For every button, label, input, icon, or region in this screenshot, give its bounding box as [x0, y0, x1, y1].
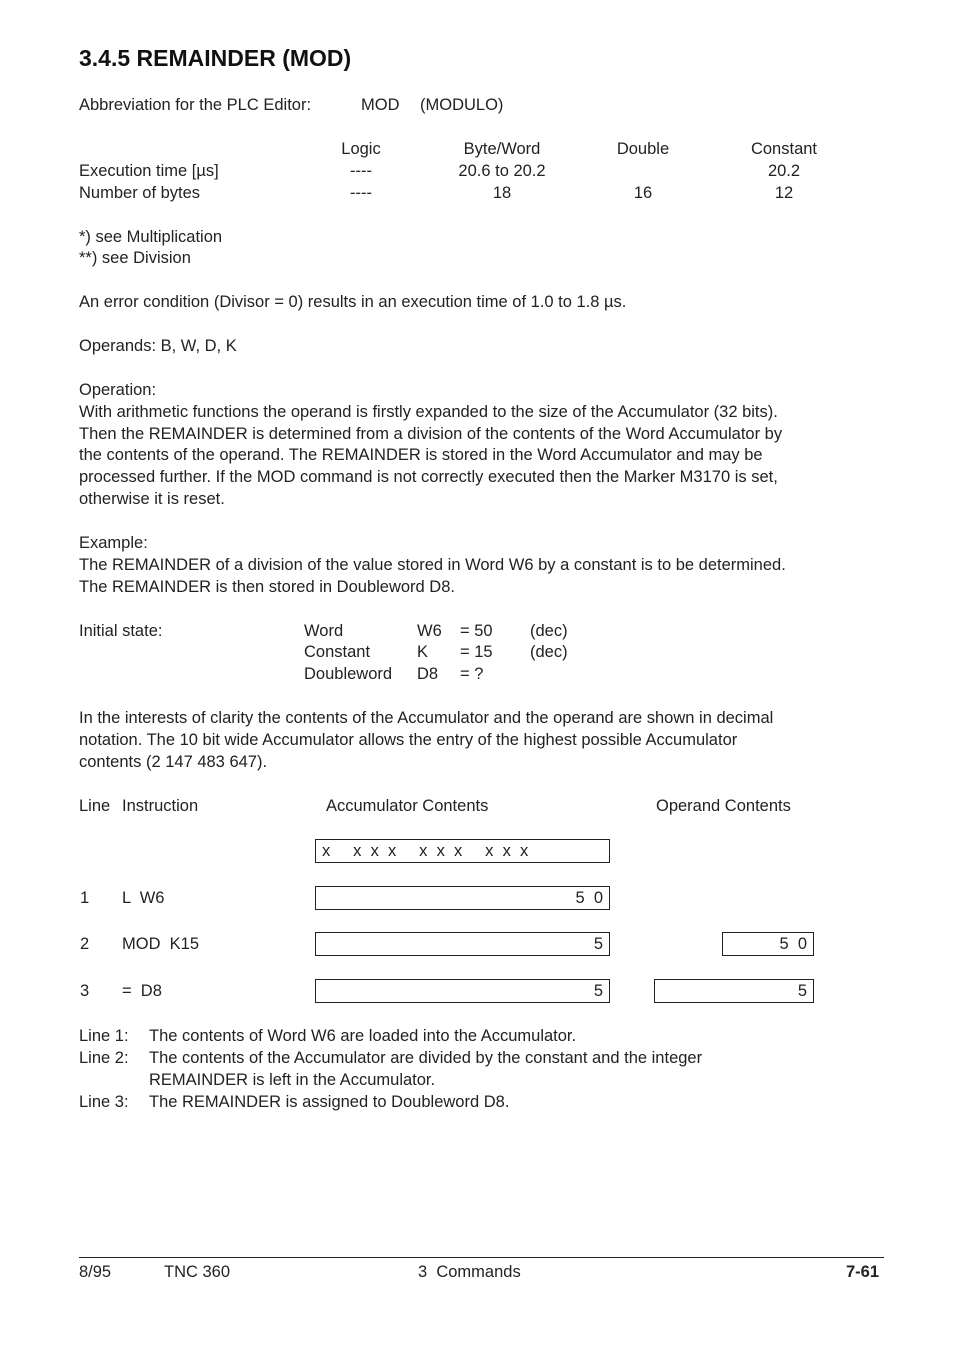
note: **) see Division	[79, 249, 191, 267]
operand-format: (dec)	[530, 643, 568, 661]
clarity-line: notation. The 10 bit wide Accumulator allows the entry of the highest possible Accumulator	[79, 731, 738, 749]
operand-type: Word	[304, 622, 344, 640]
header-accumulator: Accumulator Contents	[326, 797, 489, 815]
operand-type: Constant	[304, 643, 371, 661]
example-heading: Example:	[79, 534, 148, 552]
footer-product: TNC 360	[164, 1263, 231, 1281]
operand-type: Doubleword	[304, 665, 393, 683]
operand-name: W6	[417, 622, 442, 640]
initial-label: Initial state:	[79, 622, 163, 640]
operand-value: = 50	[460, 622, 493, 640]
instruction: MOD K15	[122, 935, 200, 953]
operand-value: 5 0	[779, 935, 807, 953]
accumulator-value: 5 0	[575, 889, 603, 907]
header-instruction: Instruction	[122, 797, 199, 815]
operation-line: With arithmetic functions the operand is firstly expanded to the size of the Accumulator (32 bits).	[79, 403, 778, 421]
explanation-label: Line 1:	[79, 1027, 129, 1045]
instruction: = D8	[122, 982, 162, 1000]
operation-line: otherwise it is reset.	[79, 490, 225, 508]
operand-box	[654, 979, 814, 1003]
operation-line: Then the REMAINDER is determined from a division of the contents of the Word Accumulator by	[79, 425, 783, 443]
row-label: Execution time [µs]	[79, 162, 219, 180]
header-operand: Operand Contents	[656, 797, 791, 815]
col-header-byteword: Byte/Word	[463, 140, 541, 158]
abbrev-cmd: MOD	[361, 96, 400, 114]
line-number: 2	[80, 935, 90, 953]
operand-value: = 15	[460, 643, 493, 661]
example-line: The REMAINDER of a division of the value stored in Word W6 by a constant is to be determined.	[79, 556, 786, 574]
header-line: Line	[79, 797, 111, 815]
operand-value: 5	[797, 982, 807, 1000]
footer-page-number: 7-61	[845, 1263, 879, 1281]
cell-logic: ----	[350, 162, 372, 180]
abbrev-label: Abbreviation for the PLC Editor:	[79, 96, 312, 114]
abbrev-full: (MODULO)	[420, 96, 504, 114]
col-header-logic: Logic	[341, 140, 381, 158]
explanation-text: The contents of the Accumulator are divided by the constant and the integer	[149, 1049, 703, 1067]
row-label: Number of bytes	[79, 184, 201, 202]
cell-byteword: 18	[492, 184, 512, 202]
note: *) see Multiplication	[79, 228, 223, 246]
instruction: L W6	[122, 889, 165, 907]
example-line: The REMAINDER is then stored in Doubleword D8.	[79, 578, 455, 596]
explanation-label: Line 2:	[79, 1049, 129, 1067]
accumulator-value: 5	[593, 935, 603, 953]
col-header-double: Double	[616, 140, 670, 158]
cell-logic: ----	[350, 184, 372, 202]
operand-format: (dec)	[530, 622, 568, 640]
operand-value: = ?	[460, 665, 484, 683]
operation-heading: Operation:	[79, 381, 157, 399]
accumulator-box	[315, 979, 610, 1003]
operand-box	[722, 932, 814, 956]
cell-double: 16	[633, 184, 653, 202]
cell-byteword: 20.6 to 20.2	[458, 162, 546, 180]
clarity-line: In the interests of clarity the contents of the Accumulator and the operand are shown in decimal	[79, 709, 774, 727]
explanation-text-cont: REMAINDER is left in the Accumulator.	[149, 1071, 436, 1089]
footer-rule	[79, 1257, 884, 1258]
col-header-constant: Constant	[750, 140, 818, 158]
accumulator-box	[315, 886, 610, 910]
page-title: 3.4.5 REMAINDER (MOD)	[79, 45, 352, 71]
operation-line: processed further. If the MOD command is not correctly executed then the Marker M3170 is set,	[79, 468, 778, 486]
operand-name: D8	[417, 665, 439, 683]
footer-chapter: 3 Commands	[418, 1263, 521, 1281]
cell-constant: 20.2	[767, 162, 801, 180]
cell-constant: 12	[774, 184, 794, 202]
line-number: 1	[80, 889, 90, 907]
clarity-line: contents (2 147 483 647).	[79, 753, 268, 771]
operation-line: the contents of the operand. The REMAINDER is stored in the Word Accumulator and may be	[79, 446, 763, 464]
explanation-label: Line 3:	[79, 1093, 129, 1111]
accumulator-template-box	[315, 839, 610, 863]
footer-date: 8/95	[79, 1263, 112, 1281]
line-number: 3	[80, 982, 90, 1000]
operand-name: K	[417, 643, 429, 661]
operands-text: Operands: B, W, D, K	[79, 337, 237, 355]
accumulator-template: x x x x x x x x x x	[322, 842, 529, 860]
explanation-text: The REMAINDER is assigned to Doubleword D8.	[149, 1093, 510, 1111]
explanation-text: The contents of Word W6 are loaded into the Accumulator.	[149, 1027, 577, 1045]
error-text: An error condition (Divisor = 0) results in an execution time of 1.0 to 1.8 µs.	[79, 293, 627, 311]
accumulator-box	[315, 932, 610, 956]
accumulator-value: 5	[593, 982, 603, 1000]
